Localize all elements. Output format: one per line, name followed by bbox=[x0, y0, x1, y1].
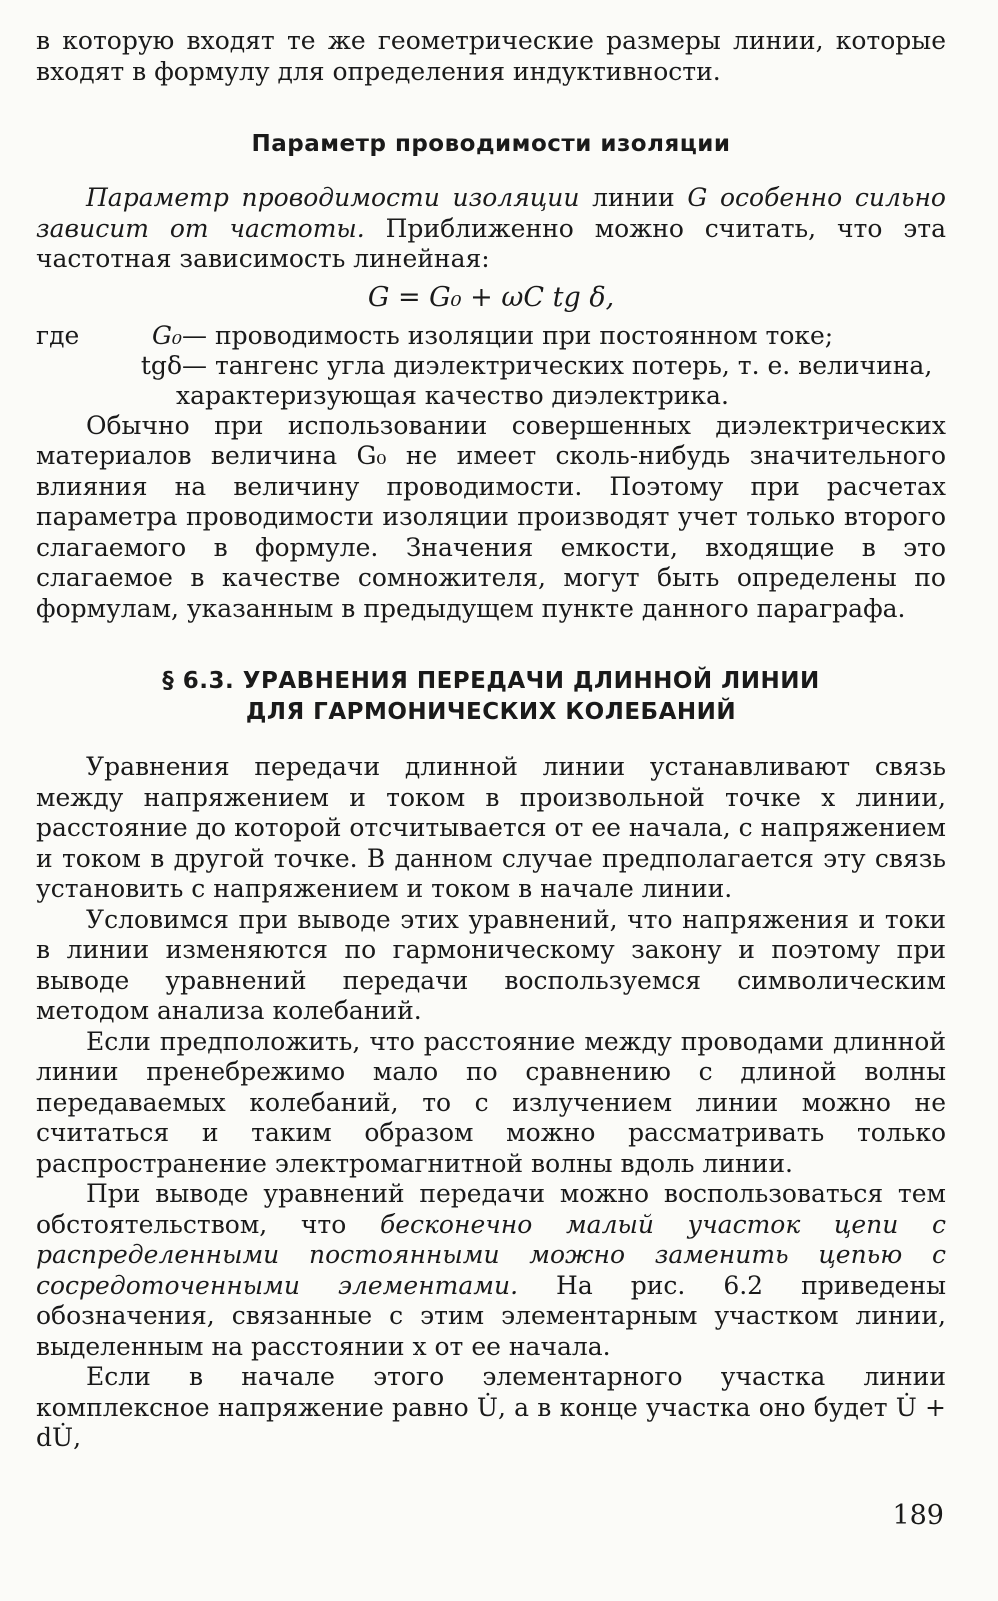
where-word: где bbox=[36, 320, 80, 350]
paragraph-7: Если в начале этого элементарного участка линии комплексное напряжение равно U̇, а в конце участка оно будет U̇ + dU̇, bbox=[36, 1362, 946, 1452]
section-heading-line-1: § 6.3. УРАВНЕНИЯ ПЕРЕДАЧИ ДЛИННОЙ ЛИНИИ bbox=[162, 668, 820, 694]
def1-symbol: G₀ bbox=[152, 320, 182, 350]
def2-text: — тангенс угла диэлектрических потерь, т. е. величина, bbox=[182, 350, 933, 380]
p1-italic-mid: G особенно сильно зависит от частоты. bbox=[36, 183, 946, 243]
definitions bbox=[36, 321, 946, 411]
def2-symbol: tgδ bbox=[140, 350, 182, 380]
paragraph-4: Условимся при выводе этих уравнений, что напряжения и токи в линии изменяются по гармоническому закону и поэтому при выводе уравнений передачи воспользуемся символическим методом анализа колебаний. bbox=[36, 904, 946, 1025]
def2-continuation: характеризующая качество диэлектрика. bbox=[176, 380, 729, 410]
paragraph-1 bbox=[36, 183, 946, 275]
p1-text-a: линии bbox=[579, 183, 688, 212]
subheading: Параметр проводимости изоляции bbox=[251, 131, 731, 157]
p6-italic: бесконечно малый участок цепи с распределенными постоянными можно заменить цепью с сосредоточенными элементами. bbox=[36, 1209, 946, 1300]
p1-italic-lead: Параметр проводимости изоляции bbox=[86, 183, 580, 212]
page-body bbox=[36, 26, 946, 1454]
paragraph-6 bbox=[36, 1179, 946, 1362]
paragraph-5: Если предположить, что расстояние между проводами длинной линии пренебрежимо мало по сравнению с длиной волны передаваемых колебаний, то с излучением линии можно не считаться и таким образом можно рассматривать только распространение электромагнитной волны вдоль линии. bbox=[36, 1026, 946, 1178]
p6-text-b: На рис. 6.2 приведены обозначения, связанные с этим элементарным участком линии, выделенным на расстоянии x от ее начала. bbox=[36, 1270, 947, 1361]
page-number: 189 bbox=[892, 1500, 944, 1531]
intro-paragraph: в которую входят те же геометрические размеры линии, которые входят в формулу для определения индуктивности. bbox=[36, 26, 946, 86]
formula: G = G₀ + ωC tg δ, bbox=[367, 281, 615, 313]
p1-text-b: Приближенно можно считать, что эта частотная зависимость линейная: bbox=[36, 213, 946, 273]
def1-label bbox=[36, 321, 182, 351]
def1-text: — проводимость изоляции при постоянном токе; bbox=[182, 320, 834, 350]
section-heading-line-2: ДЛЯ ГАРМОНИЧЕСКИХ КОЛЕБАНИЙ bbox=[245, 699, 737, 725]
paragraph-3: Уравнения передачи длинной линии устанавливают связь между напряжением и током в произвольной точке x линии, расстояние до которой отсчитывается от ее начала, с напряжением и током в другой точке. В данном случае предполагается эту связь установить с напряжением и током в начале линии. bbox=[36, 752, 946, 903]
section-heading bbox=[36, 666, 946, 728]
p6-text-a: При выводе уравнений передачи можно воспользоваться тем обстоятельством, что bbox=[36, 1179, 946, 1239]
paragraph-2: Обычно при использовании совершенных диэлектрических материалов величина G₀ не имеет сколь-нибудь значительного влияния на величину проводимости. Поэтому при расчетах параметра проводимости изоляции производят учет только второго слагаемого в формуле. Значения емкости, входящие в это слагаемое в качестве сомножителя, могут быть определены по формулам, указанным в предыдущем пункте данного параграфа. bbox=[36, 410, 946, 623]
